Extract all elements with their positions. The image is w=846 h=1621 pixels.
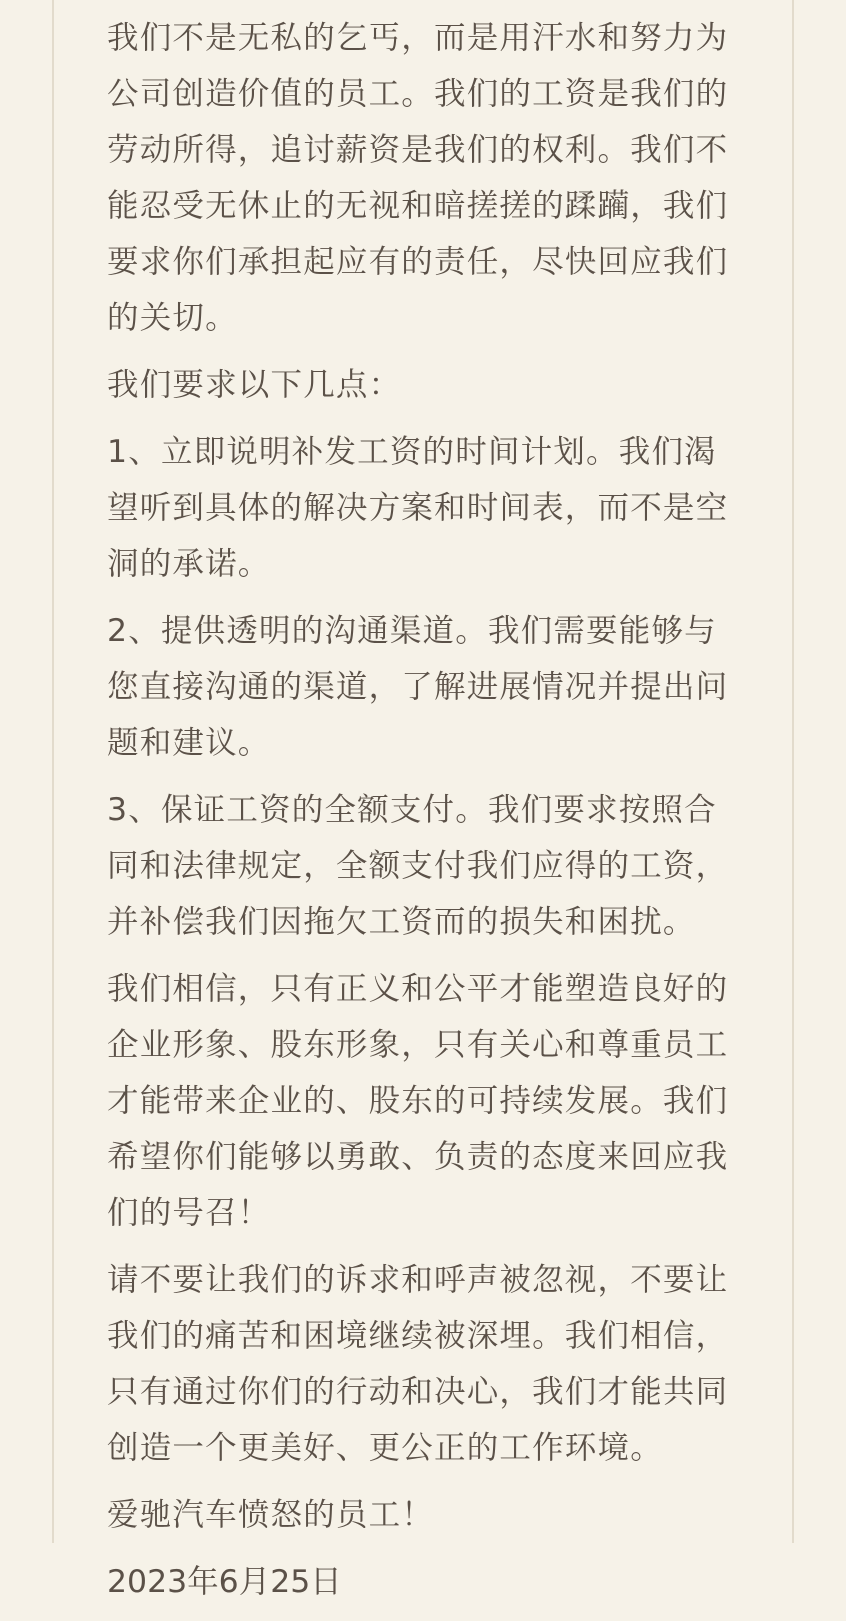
paragraph-requirements-heading: 我们要求以下几点： (107, 367, 402, 403)
paragraph-requirement-1: 1、立即说明补发工资的时间计划。我们渴望听到具体的解决方案和时间表，而不是空洞的承诺。 (107, 434, 729, 582)
letter-body (107, 10, 747, 1621)
signature: 爱驰汽车愤怒的员工！ (107, 1497, 435, 1533)
paragraph-requirement-3: 3、保证工资的全额支付。我们要求按照合同和法律规定，全额支付我们应得的工资，并补偿我们因拖欠工资而的损失和困扰。 (107, 792, 729, 940)
paragraph-appeal: 请不要让我们的诉求和呼声被忽视，不要让我们的痛苦和困境继续被深埋。我们相信，只有通过你们的行动和决心，我们才能共同创造一个更美好、更公正的工作环境。 (107, 1262, 729, 1466)
page-border-right (792, 0, 794, 1543)
paragraph-belief: 我们相信，只有正义和公平才能塑造良好的企业形象、股东形象，只有关心和尊重员工才能带来企业的、股东的可持续发展。我们希望你们能够以勇敢、负责的态度来回应我们的号召！ (107, 971, 729, 1231)
page-border-left (52, 0, 54, 1543)
paragraph-demands-intro: 我们不是无私的乞丐，而是用汗水和努力为公司创造价值的员工。我们的工资是我们的劳动所得，追讨薪资是我们的权利。我们不能忍受无休止的无视和暗搓搓的蹂躏，我们要求你们承担起应有的责任，尽快回应我们的关切。 (107, 20, 729, 336)
paragraph-requirement-2: 2、提供透明的沟通渠道。我们需要能够与您直接沟通的渠道，了解进展情况并提出问题和建议。 (107, 613, 729, 761)
letter-date: 2023年6月25日 (107, 1564, 342, 1600)
